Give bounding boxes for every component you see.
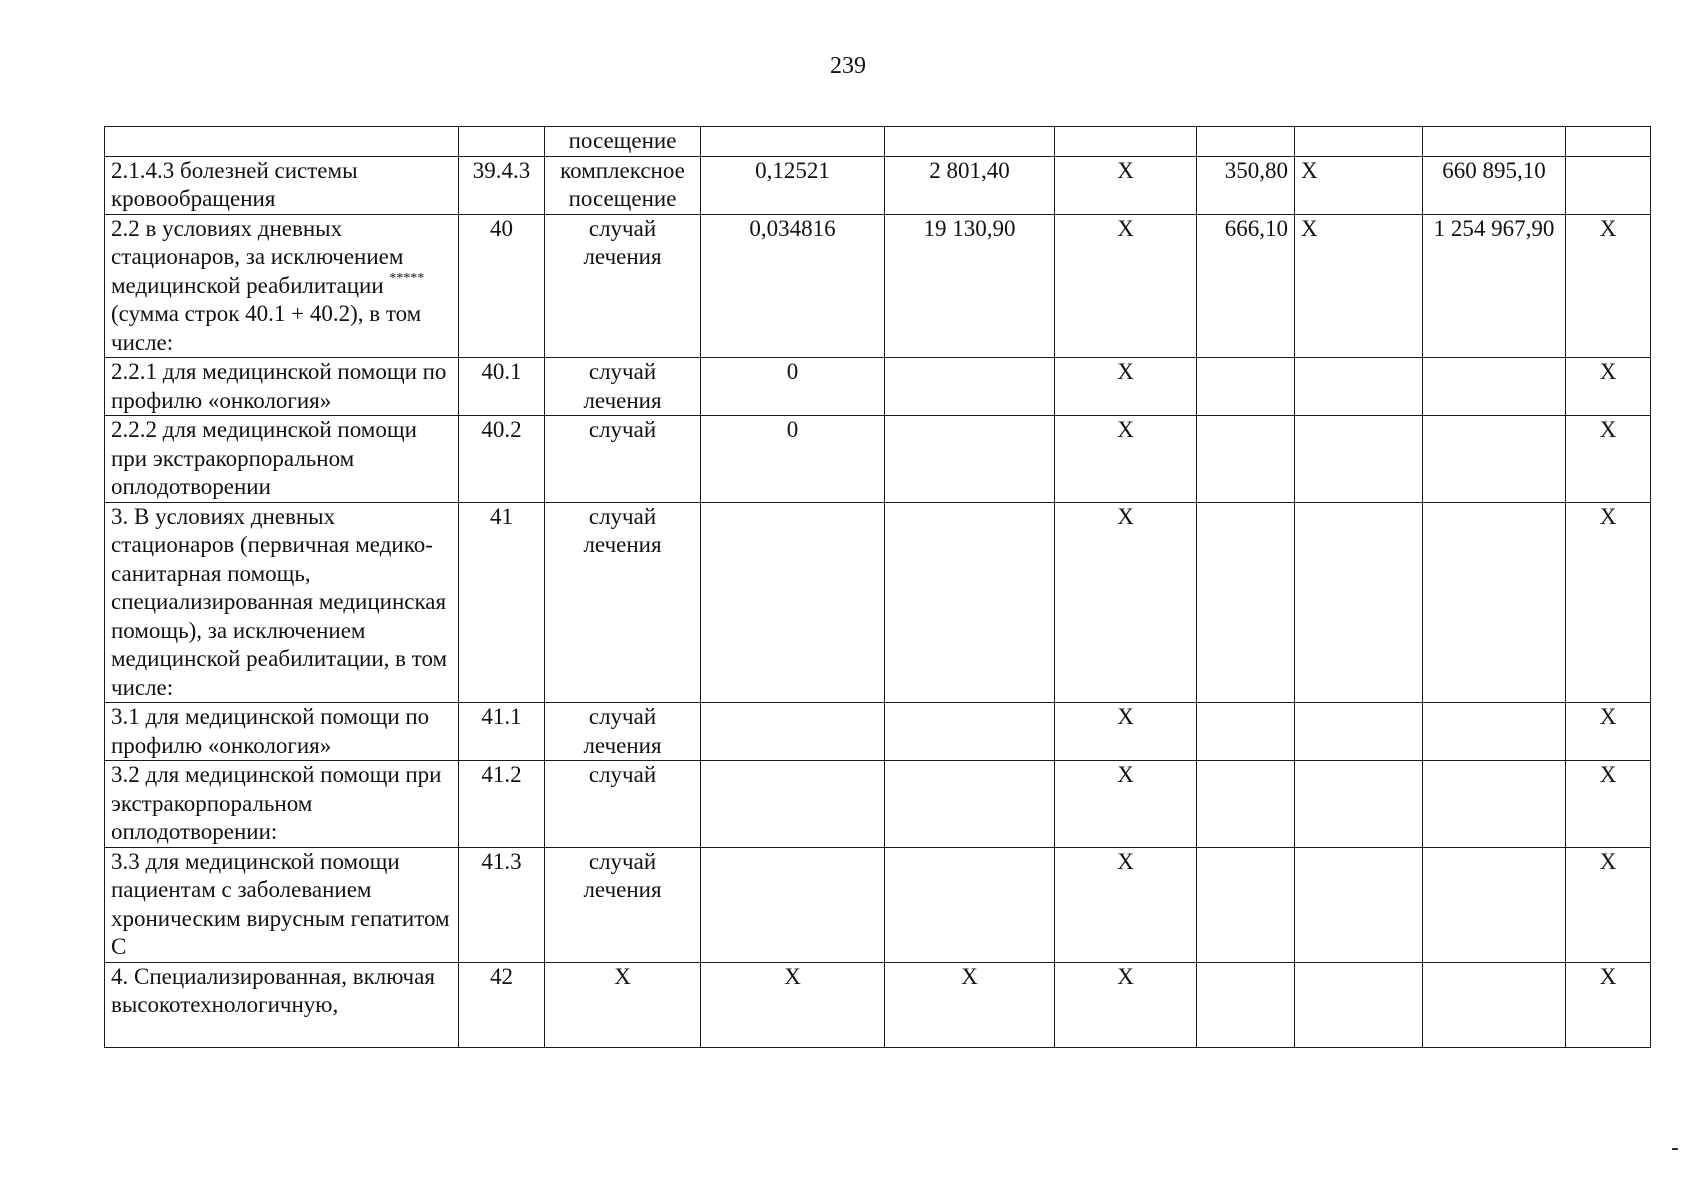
row-col8-cell: [1295, 847, 1423, 962]
row-col7-cell: [1197, 502, 1295, 703]
row-code-cell: 40: [459, 214, 545, 358]
table-row: [105, 156, 1651, 214]
row-col10-cell: X: [1566, 962, 1651, 1047]
row-col9-cell: [1423, 127, 1566, 157]
row-col9-cell: [1423, 416, 1566, 503]
row-norm-cell: [701, 761, 885, 848]
row-col8-cell: [1295, 962, 1423, 1047]
row-col6-cell: X: [1055, 156, 1197, 214]
row-col8-cell: [1295, 127, 1423, 157]
row-col8-cell: [1295, 416, 1423, 503]
row-col10-cell: [1566, 127, 1651, 157]
row-col9-cell: [1423, 962, 1566, 1047]
row-code-cell: 40.2: [459, 416, 545, 503]
row-name-cell: 4. Специализированная, включая высокотехнологичную,: [105, 962, 459, 1047]
row-col7-cell: [1197, 761, 1295, 848]
row-col7-cell: [1197, 847, 1295, 962]
row-col10-cell: [1566, 156, 1651, 214]
row-col7-cell: [1197, 127, 1295, 157]
row-col7-cell: [1197, 358, 1295, 416]
row-col10-cell: X: [1566, 358, 1651, 416]
row-cost-cell: [885, 502, 1055, 703]
row-cost-cell: 19 130,90: [885, 214, 1055, 358]
row-cost-cell: [885, 416, 1055, 503]
row-col10-cell: X: [1566, 502, 1651, 703]
row-norm-cell: [701, 127, 885, 157]
table-row: [105, 962, 1651, 1047]
row-cost-cell: X: [885, 962, 1055, 1047]
row-col8-cell: X: [1295, 214, 1423, 358]
row-norm-cell: X: [701, 962, 885, 1047]
row-code-cell: 41: [459, 502, 545, 703]
table-row: [105, 416, 1651, 503]
row-code-cell: 42: [459, 962, 545, 1047]
row-col9-cell: [1423, 703, 1566, 761]
row-col9-cell: [1423, 358, 1566, 416]
row-unit-cell: случай лечения: [545, 502, 701, 703]
row-col7-cell: 666,10: [1197, 214, 1295, 358]
footnote-marker: *****: [389, 270, 425, 286]
row-norm-cell: [701, 847, 885, 962]
row-unit-cell: комплексное посещение: [545, 156, 701, 214]
row-norm-cell: [701, 502, 885, 703]
row-code-cell: [459, 127, 545, 157]
row-col9-cell: [1423, 847, 1566, 962]
row-col10-cell: X: [1566, 761, 1651, 848]
row-col9-cell: [1423, 761, 1566, 848]
row-code-cell: 41.2: [459, 761, 545, 848]
row-col6-cell: X: [1055, 962, 1197, 1047]
row-col9-cell: 1 254 967,90: [1423, 214, 1566, 358]
row-col8-cell: X: [1295, 156, 1423, 214]
row-code-cell: 41.1: [459, 703, 545, 761]
row-unit-cell: случай: [545, 416, 701, 503]
row-name-cell: 3.2 для медицинской помощи при экстракорпоральном оплодотворении:: [105, 761, 459, 848]
page-number: 239: [830, 53, 866, 79]
row-cost-cell: 2 801,40: [885, 156, 1055, 214]
table-row: [105, 703, 1651, 761]
row-col9-cell: 660 895,10: [1423, 156, 1566, 214]
row-norm-cell: 0,12521: [701, 156, 885, 214]
row-col7-cell: [1197, 962, 1295, 1047]
row-norm-cell: [701, 703, 885, 761]
data-table: [104, 126, 1651, 1048]
row-col8-cell: [1295, 502, 1423, 703]
table-row: [105, 214, 1651, 358]
row-code-cell: 41.3: [459, 847, 545, 962]
row-col8-cell: [1295, 358, 1423, 416]
row-col7-cell: 350,80: [1197, 156, 1295, 214]
row-cost-cell: [885, 703, 1055, 761]
table-row: [105, 502, 1651, 703]
row-unit-cell: посещение: [545, 127, 701, 157]
row-name-cell: 3. В условиях дневных стационаров (первичная медико-санитарная помощь, специализированная медицинская помощь), за исключением медицинской реабилитации, в том числе:: [105, 502, 459, 703]
row-unit-cell: случай: [545, 761, 701, 848]
row-name-cell: [105, 214, 459, 358]
row-name-cell: 2.2.2 для медицинской помощи при экстракорпоральном оплодотворении: [105, 416, 459, 503]
row-col7-cell: [1197, 416, 1295, 503]
row-col8-cell: [1295, 703, 1423, 761]
row-cost-cell: [885, 127, 1055, 157]
row-name-text: 2.2 в условиях дневных стационаров, за исключением медицинской реабилитации: [111, 215, 404, 298]
row-norm-cell: 0: [701, 358, 885, 416]
table-row: [105, 847, 1651, 962]
row-name-text-cont: (сумма строк 40.1 + 40.2), в том числе:: [111, 301, 422, 355]
row-col6-cell: X: [1055, 761, 1197, 848]
row-col10-cell: X: [1566, 703, 1651, 761]
row-col6-cell: [1055, 127, 1197, 157]
row-col6-cell: X: [1055, 847, 1197, 962]
row-unit-cell: случай лечения: [545, 703, 701, 761]
row-col10-cell: X: [1566, 416, 1651, 503]
row-col9-cell: [1423, 502, 1566, 703]
scan-mark: [1672, 1148, 1678, 1150]
row-col10-cell: X: [1566, 214, 1651, 358]
table-row: [105, 761, 1651, 848]
row-cost-cell: [885, 761, 1055, 848]
row-cost-cell: [885, 358, 1055, 416]
row-col8-cell: [1295, 761, 1423, 848]
row-col6-cell: X: [1055, 416, 1197, 503]
table-row: [105, 127, 1651, 157]
row-unit-cell: случай лечения: [545, 847, 701, 962]
row-name-cell: 3.3 для медицинской помощи пациентам с заболеванием хроническим вирусным гепатитом С: [105, 847, 459, 962]
row-name-cell: [105, 127, 459, 157]
row-col6-cell: X: [1055, 703, 1197, 761]
row-unit-cell: случай лечения: [545, 358, 701, 416]
row-unit-cell: X: [545, 962, 701, 1047]
row-code-cell: 39.4.3: [459, 156, 545, 214]
row-unit-cell: случай лечения: [545, 214, 701, 358]
row-col6-cell: X: [1055, 358, 1197, 416]
row-col10-cell: X: [1566, 847, 1651, 962]
row-name-cell: 2.1.4.3 болезней системы кровообращения: [105, 156, 459, 214]
row-name-cell: 3.1 для медицинской помощи по профилю «онкология»: [105, 703, 459, 761]
row-cost-cell: [885, 847, 1055, 962]
row-name-cell: 2.2.1 для медицинской помощи по профилю «онкология»: [105, 358, 459, 416]
row-col6-cell: X: [1055, 214, 1197, 358]
row-code-cell: 40.1: [459, 358, 545, 416]
row-col7-cell: [1197, 703, 1295, 761]
row-norm-cell: 0,034816: [701, 214, 885, 358]
row-norm-cell: 0: [701, 416, 885, 503]
row-col6-cell: X: [1055, 502, 1197, 703]
table-row: [105, 358, 1651, 416]
